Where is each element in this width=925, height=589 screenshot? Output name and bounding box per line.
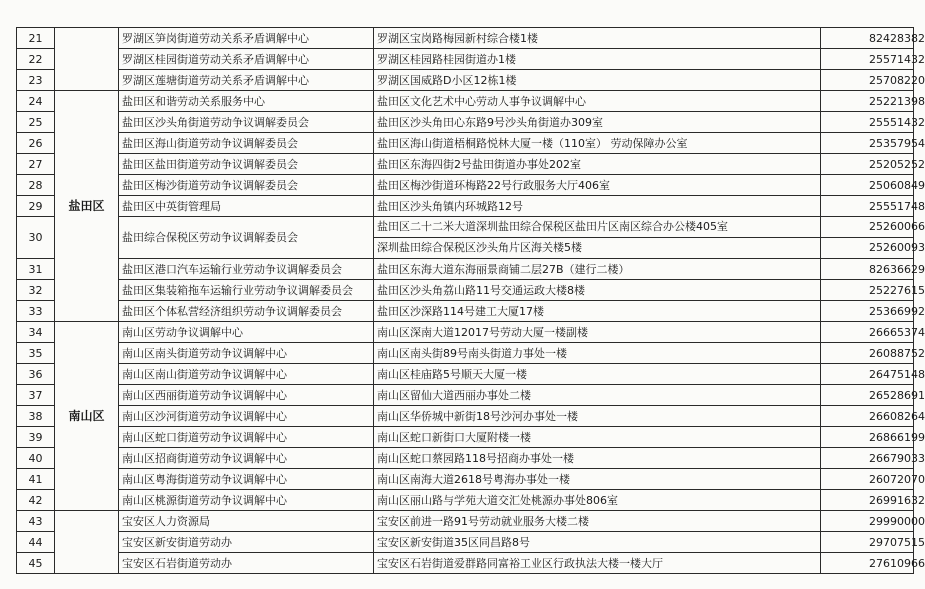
table-row	[17, 511, 914, 532]
row-number: 25	[17, 112, 55, 133]
address: 盐田区海山街道梧桐路悦林大厦一楼（110室） 劳动保障办公室	[374, 133, 821, 154]
district-blank	[55, 511, 119, 574]
address: 盐田区文化艺术中心劳动人事争议调解中心	[374, 91, 821, 112]
organization-name: 南山区招商街道劳动争议调解中心	[119, 448, 374, 469]
district-label: 南山区	[55, 322, 119, 511]
address: 南山区南头街89号南头街道力事处一楼	[374, 343, 821, 364]
address: 宝安区石岩街道爱群路同富裕工业区行政执法大楼一楼大厅	[374, 553, 821, 574]
phone-number: 26665374	[821, 322, 914, 343]
table-row	[17, 448, 914, 469]
address: 盐田区沙头角镇内环城路12号	[374, 196, 821, 217]
organization-name: 罗湖区笋岗街道劳动关系矛盾调解中心	[119, 28, 374, 49]
row-number: 32	[17, 280, 55, 301]
organization-name: 南山区南山街道劳动争议调解中心	[119, 364, 374, 385]
row-number: 34	[17, 322, 55, 343]
phone-number-secondary: 25260093	[821, 237, 913, 258]
phone-stack	[821, 217, 925, 259]
district-label: 盐田区	[55, 91, 119, 322]
organization-name: 盐田综合保税区劳动争议调解委员会	[119, 217, 374, 259]
row-number: 33	[17, 301, 55, 322]
table-row	[17, 70, 914, 91]
address-stack	[374, 217, 821, 259]
phone-number: 26088752	[821, 343, 914, 364]
row-number: 23	[17, 70, 55, 91]
row-number: 35	[17, 343, 55, 364]
organization-name: 盐田区个体私营经济组织劳动争议调解委员会	[119, 301, 374, 322]
phone-number: 25205252	[821, 154, 914, 175]
district-blank	[55, 28, 119, 91]
address: 盐田区东海大道东海丽景商铺二层27B（建行二楼）	[374, 259, 821, 280]
organization-name: 南山区南头街道劳动争议调解中心	[119, 343, 374, 364]
table-row	[17, 91, 914, 112]
table-row	[17, 364, 914, 385]
address: 盐田区二十二米大道深圳盐田综合保税区盐田片区南区综合办公楼405室	[377, 220, 728, 233]
address: 盐田区沙深路114号建工大厦17楼	[374, 301, 821, 322]
phone-number: 25221398	[821, 91, 914, 112]
row-number: 37	[17, 385, 55, 406]
address: 盐田区沙头角田心东路9号沙头角街道办309室	[374, 112, 821, 133]
phone-number: 25357954	[821, 133, 914, 154]
table-row	[17, 280, 914, 301]
organization-name: 宝安区石岩街道劳动办	[119, 553, 374, 574]
address: 南山区桂庙路5号顺天大厦一楼	[374, 364, 821, 385]
table-row	[17, 385, 914, 406]
address: 南山区留仙大道西丽办事处二楼	[374, 385, 821, 406]
organization-name: 宝安区人力资源局	[119, 511, 374, 532]
phone-number: 82428382	[821, 28, 914, 49]
address: 南山区蛇口新街口大厦附楼一楼	[374, 427, 821, 448]
row-number: 38	[17, 406, 55, 427]
table-row	[17, 553, 914, 574]
address: 罗湖区国威路D小区12栋1楼	[374, 70, 821, 91]
table-row	[17, 469, 914, 490]
row-number: 39	[17, 427, 55, 448]
table-row	[17, 406, 914, 427]
row-number: 29	[17, 196, 55, 217]
table-row	[17, 154, 914, 175]
address: 盐田区梅沙街道环梅路22号行政服务大厅406室	[374, 175, 821, 196]
organization-name: 罗湖区桂园街道劳动关系矛盾调解中心	[119, 49, 374, 70]
organization-name: 盐田区集装箱拖车运输行业劳动争议调解委员会	[119, 280, 374, 301]
organization-name: 南山区桃源街道劳动争议调解中心	[119, 490, 374, 511]
organization-name: 盐田区梅沙街道劳动争议调解委员会	[119, 175, 374, 196]
row-number: 21	[17, 28, 55, 49]
row-number: 36	[17, 364, 55, 385]
phone-number: 29707515	[821, 532, 914, 553]
organization-name: 盐田区中英街管理局	[119, 196, 374, 217]
table-row	[17, 133, 914, 154]
table-row	[17, 217, 914, 259]
table-row	[17, 427, 914, 448]
phone-number: 26528691	[821, 385, 914, 406]
address: 宝安区新安街道35区同昌路8号	[374, 532, 821, 553]
phone-number: 25571432	[821, 49, 914, 70]
row-number: 41	[17, 469, 55, 490]
organization-name: 南山区蛇口街道劳动争议调解中心	[119, 427, 374, 448]
phone-number: 25551748	[821, 196, 914, 217]
address: 宝安区前进一路91号劳动就业服务大楼二楼	[374, 511, 821, 532]
address: 盐田区沙头角荔山路11号交通运政大楼8楼	[374, 280, 821, 301]
mediation-center-table-sheet	[16, 27, 925, 574]
phone-number: 25260066	[869, 220, 925, 233]
address: 南山区丽山路与学苑大道交汇处桃源办事处806室	[374, 490, 821, 511]
phone-number: 25708220	[821, 70, 914, 91]
table-row	[17, 532, 914, 553]
organization-name: 盐田区沙头角街道劳动争议调解委员会	[119, 112, 374, 133]
row-number: 24	[17, 91, 55, 112]
phone-number: 26679033	[821, 448, 914, 469]
phone-number: 25227615	[821, 280, 914, 301]
organization-name: 南山区沙河街道劳动争议调解中心	[119, 406, 374, 427]
organization-name: 宝安区新安街道劳动办	[119, 532, 374, 553]
row-number: 43	[17, 511, 55, 532]
mediation-center-table	[16, 27, 925, 574]
table-row	[17, 196, 914, 217]
phone-number: 26608264	[821, 406, 914, 427]
organization-name: 盐田区盐田街道劳动争议调解委员会	[119, 154, 374, 175]
table-row	[17, 343, 914, 364]
table-row	[17, 259, 914, 280]
row-number: 42	[17, 490, 55, 511]
row-number: 28	[17, 175, 55, 196]
row-number: 30	[17, 217, 55, 259]
row-number: 26	[17, 133, 55, 154]
address-secondary: 深圳盐田综合保税区沙头角片区海关楼5楼	[374, 237, 820, 258]
address: 罗湖区宝岗路梅园新村综合楼1楼	[374, 28, 821, 49]
phone-number: 25551432	[821, 112, 914, 133]
row-number: 31	[17, 259, 55, 280]
table-row	[17, 490, 914, 511]
table-row	[17, 175, 914, 196]
table-row	[17, 112, 914, 133]
table-row	[17, 301, 914, 322]
row-number: 22	[17, 49, 55, 70]
phone-number: 27610966	[821, 553, 914, 574]
row-number: 45	[17, 553, 55, 574]
address: 盐田区东海四街2号盐田街道办事处202室	[374, 154, 821, 175]
address: 南山区南海大道2618号粤海办事处一楼	[374, 469, 821, 490]
organization-name: 南山区粤海街道劳动争议调解中心	[119, 469, 374, 490]
phone-number: 26991632	[821, 490, 914, 511]
row-number: 44	[17, 532, 55, 553]
organization-name: 盐田区和谐劳动关系服务中心	[119, 91, 374, 112]
organization-name: 罗湖区莲塘街道劳动关系矛盾调解中心	[119, 70, 374, 91]
row-number: 27	[17, 154, 55, 175]
table-row	[17, 49, 914, 70]
organization-name: 盐田区港口汽车运输行业劳动争议调解委员会	[119, 259, 374, 280]
table-row	[17, 322, 914, 343]
address: 南山区华侨城中新街18号沙河办事处一楼	[374, 406, 821, 427]
phone-number: 29990000	[821, 511, 914, 532]
address: 南山区蛇口蔡园路118号招商办事处一楼	[374, 448, 821, 469]
phone-number: 26072070	[821, 469, 914, 490]
phone-number: 26475148	[821, 364, 914, 385]
organization-name: 南山区西丽街道劳动争议调解中心	[119, 385, 374, 406]
address: 南山区深南大道12017号劳动大厦一楼副楼	[374, 322, 821, 343]
address: 罗湖区桂园路桂园街道办1楼	[374, 49, 821, 70]
table-row	[17, 28, 914, 49]
row-number: 40	[17, 448, 55, 469]
phone-number: 82636629	[821, 259, 914, 280]
organization-name: 盐田区海山街道劳动争议调解委员会	[119, 133, 374, 154]
phone-number: 26866199	[821, 427, 914, 448]
phone-number: 25366992	[821, 301, 914, 322]
phone-number: 25060849	[821, 175, 914, 196]
organization-name: 南山区劳动争议调解中心	[119, 322, 374, 343]
